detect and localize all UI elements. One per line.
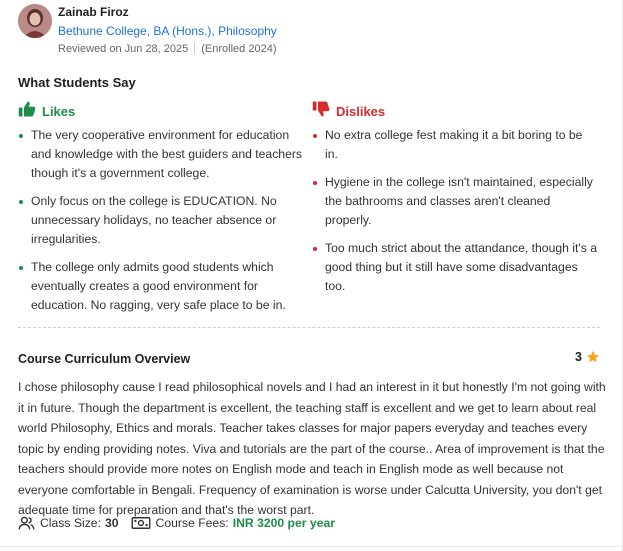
- course-fees-label: Course Fees:: [155, 516, 229, 530]
- enrolled-year: (Enrolled 2024): [201, 43, 277, 55]
- course-fees: [131, 516, 335, 530]
- meta-divider: [194, 43, 195, 53]
- curriculum-rating: [575, 350, 600, 364]
- class-size: [18, 516, 119, 530]
- list-item: Hygiene in the college isn't maintained, especially the bathrooms and classes aren't cleaned properly.: [312, 173, 597, 230]
- reviewer-name: Zainab Firoz: [58, 5, 129, 19]
- list-item: Too much strict about the attandance, though it's a good thing but it still have some disadvantages too.: [312, 239, 597, 296]
- what-students-say-title: What Students Say: [18, 75, 136, 90]
- course-fees-value: INR 3200 per year: [232, 516, 335, 530]
- avatar[interactable]: [18, 4, 52, 38]
- college-course-link[interactable]: Bethune College, BA (Hons.), Philosophy: [58, 24, 277, 38]
- dislikes-label: Dislikes: [336, 103, 386, 119]
- list-item: The very cooperative environment for education and knowledge with the best guiders and teachers though it's a government college.: [18, 126, 303, 183]
- cash-icon: [131, 516, 151, 530]
- curriculum-review-text: I chose philosophy cause I read philosophical novels and I had an interest in it but honestly I'm not going with it in future. Though the department is excellent, the teaching staff is excellent and we get to learn about real world Philosophy, Ethics and morals. Teacher takes classes for major papers everyday and teaches every topic by ending providing notes. Viva and tutorials are the part of the course.. Area of improvement is that the teachers should provide more notes on English mode and teach in English mode as well because not everyone comfortable in Bengali. Frequency of examination is worse under Calcutta University, you don't get adequate time for preparation and that's the worst part.: [18, 380, 606, 517]
- dislikes-list: [312, 126, 597, 296]
- likes-header: [18, 100, 303, 122]
- thumbs-down-icon: [312, 100, 330, 123]
- likes-label: Likes: [42, 103, 76, 119]
- review-date: Reviewed on Jun 28, 2025: [58, 43, 189, 55]
- dislikes-column: [312, 100, 597, 305]
- curriculum-header: [18, 350, 600, 368]
- course-facts: [18, 516, 347, 530]
- list-item: The college only admits good students which eventually creates a good environment for education. No ragging, very safe place to be in.: [18, 258, 303, 315]
- dislikes-header: [312, 100, 597, 122]
- section-divider: [18, 327, 600, 328]
- star-icon: [586, 350, 600, 364]
- likes-column: [18, 100, 303, 324]
- thumbs-up-icon: [18, 100, 36, 123]
- card-bottom-border: [0, 546, 623, 547]
- review-meta: [58, 41, 277, 57]
- users-icon: [18, 516, 35, 530]
- likes-list: [18, 126, 303, 315]
- rating-value: 3: [575, 350, 582, 364]
- class-size-value: 30: [104, 516, 119, 530]
- curriculum-title: Course Curriculum Overview: [18, 352, 191, 366]
- class-size-label: Class Size:: [40, 516, 101, 530]
- list-item: Only focus on the college is EDUCATION. No unnecessary holidays, no teacher absence or irregularities.: [18, 192, 303, 249]
- list-item: No extra college fest making it a bit boring to be in.: [312, 126, 597, 164]
